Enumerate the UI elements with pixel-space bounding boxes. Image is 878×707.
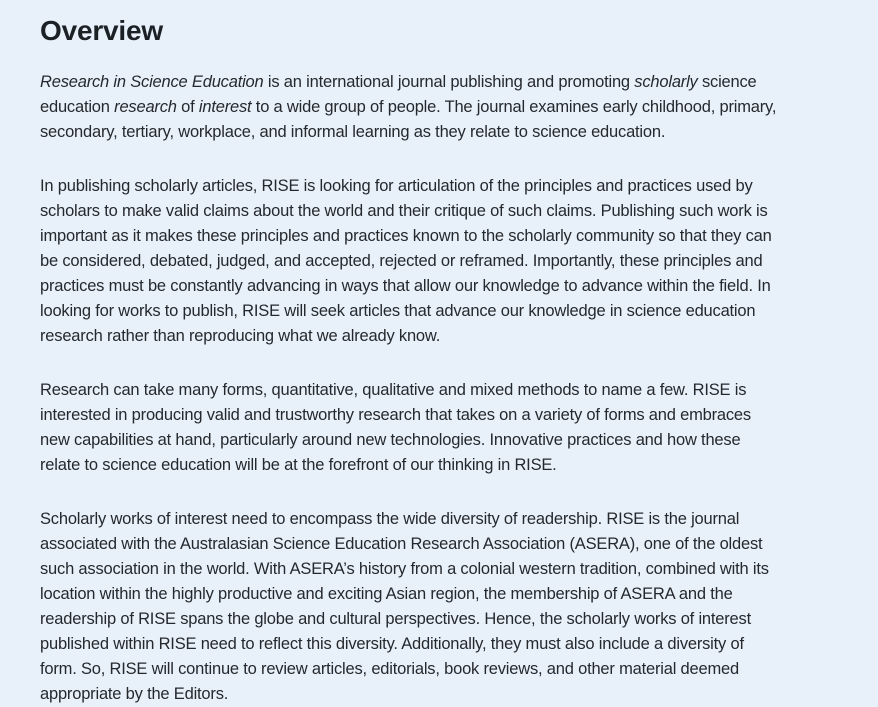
- italic-text: research: [114, 98, 177, 116]
- paragraph: In publishing scholarly articles, RISE is looking for articulation of the principles and practices used by scholars to make valid claims about the world and their critique of such claims. Publishing such work is important as it makes these principles and practices known to the scholarly community so that they can be considered, debated, judged, and accepted, rejected or reframed. Importantly, these principles and practices must be constantly advancing in ways that allow our knowledge to advance within the field. In looking for works to publish, RISE will seek articles that advance our knowledge in science education research rather than reproducing what we already know.: [40, 177, 772, 345]
- paragraph: Research in Science Education is an international journal publishing and promoting scholarly science education research of interest to a wide group of people. The journal examines early childhood, primary, secondary, tertiary, workplace, and informal learning as they relate to science education.: [40, 73, 777, 141]
- paragraph: Research can take many forms, quantitative, qualitative and mixed methods to name a few. RISE is interested in producing valid and trustworthy research that takes on a variety of forms and embraces new capabilities at hand, particularly around new technologies. Innovative practices and how these relate to science education will be at the forefront of our thinking in RISE.: [40, 381, 751, 474]
- italic-text: scholarly: [634, 73, 698, 91]
- page-title: Overview: [40, 15, 163, 46]
- overview-paragraphs: [40, 70, 838, 707]
- italic-text: interest: [198, 98, 252, 116]
- paragraph: Scholarly works of interest need to encompass the wide diversity of readership. RISE is the journal associated with the Australasian Science Education Research Association (ASERA), one of the oldest such association in the world. With ASERA’s history from a colonial western tradition, combined with its location within the highly productive and exciting Asian region, the membership of ASERA and the readership of RISE spans the globe and cultural perspectives. Hence, the scholarly works of interest published within RISE need to reflect this diversity. Additionally, they must also include a diversity of form. So, RISE will continue to review articles, editorials, book reviews, and other material deemed appropriate by the Editors.: [40, 510, 769, 703]
- italic-text: Research in Science Education: [40, 73, 264, 91]
